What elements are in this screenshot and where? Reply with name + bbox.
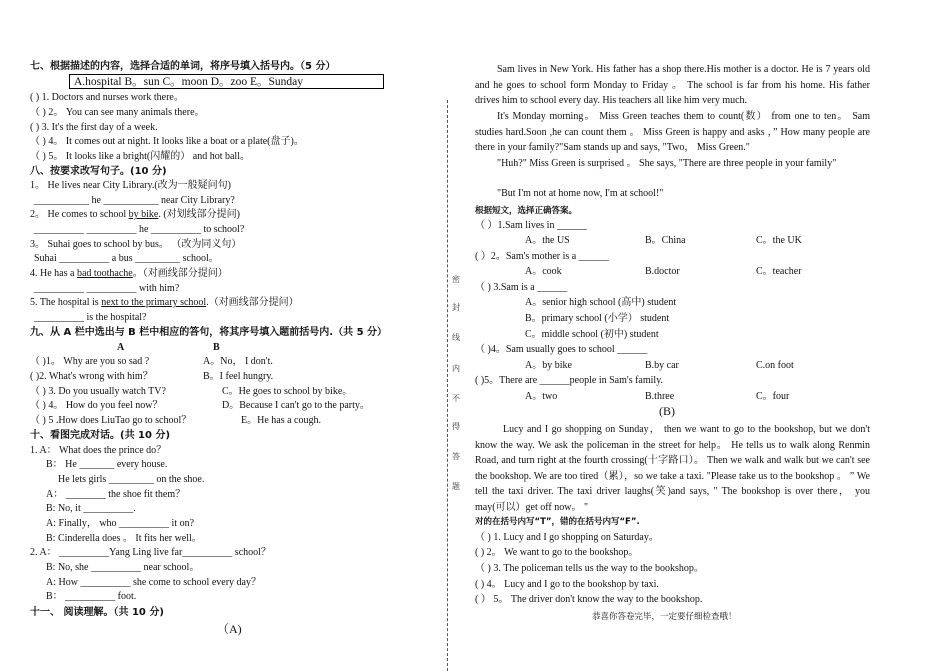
option-a: A。the US (525, 235, 570, 246)
option-a: A。by bike (525, 360, 572, 371)
sec8-q3: 3。 Suhai goes to school by bus。 （改为同义句） (30, 239, 242, 250)
binding-line (447, 100, 448, 671)
option-b: B。China (645, 235, 686, 246)
question-1: （ ）1.Sam lives in ______ (475, 220, 587, 231)
footer-note: 恭喜你答卷完毕，一定要仔细检查哦！ (592, 611, 737, 621)
sec7-item-5: （ ) 5。 It looks like a bright(闪耀的） and hot ball。 (30, 151, 250, 162)
sec8-q4: 4. He has a bad toothache。（对画线部分提问） (30, 268, 228, 279)
question-4: （ )4。Sam usually goes to school ______ (475, 344, 648, 355)
passage-a-p1: Sam lives in New York. His father has a shop there.His mother is a doctor. He is 7 years old and he goes to school form Monday to Friday 。 The school is far from his home. His father drives him to school every day. His teachers all like him very much. (475, 64, 870, 107)
underlined-phrase: next to the primary school (101, 297, 207, 308)
section-9-title: 九、从 A 栏中选出与 B 栏中相应的答句，将其序号填入题前括号内.（共 5 分） (30, 327, 388, 338)
tf-item-4: ( ) 4。 Lucy and I go to the bookshop by taxi. (475, 579, 659, 590)
dialog-line: B: Cinderella does 。 It fits her well。 (46, 533, 202, 544)
underlined-phrase: by bike (128, 209, 159, 220)
option-b: B.doctor (645, 266, 680, 277)
sec8-q4-answer: __________ __________ with him? (34, 283, 180, 294)
match-a-3: （ ) 3. Do you usually watch TV? (30, 386, 166, 397)
word-options-box: A.hospital B。sun C。moon D。zoo E。Sunday (69, 74, 384, 89)
passage-a-p2: It's Monday morning。 Miss Green teaches them to count(数） from one to ten。 Sam studies hard.Soon ,he can count them 。 Miss Green is happy and asks ，” How many people are there in your family?"Sam stands up and says, "Two， Miss Green." (475, 111, 870, 154)
sec7-item-4: （ ) 4。 It comes out at night. It looks like a boat or a plate(盘子)。 (30, 136, 304, 147)
sec8-q2-answer: __________ __________ he __________ to school? (34, 224, 245, 235)
option-b: B.three (645, 391, 675, 402)
dialog-line: He lets girls _________ on the shoe. (58, 474, 205, 485)
sec8-q5-answer: __________ is the hospital? (34, 312, 147, 323)
tf-item-1: （ ) 1. Lucy and I go shopping on Saturday。 (475, 532, 659, 543)
section-10-title: 十、看图完成对话。(共 10 分) (30, 430, 171, 441)
binding-char: 得 (452, 422, 460, 431)
dialog-line: 1. A： What does the prince do？ (30, 445, 167, 456)
match-b-5: E。He has a cough. (241, 415, 321, 426)
sec8-q5: 5. The hospital is next to the primary school.（对画线部分提问） (30, 297, 299, 308)
column-b-label: B (213, 342, 220, 353)
passage-b-text: Lucy and I go shopping on Sunday， then we want to go to the bookshop, but we don't know the way. We ask the policeman in the street for help。 He tells us to walk along Renmin Road, and turn right at the fourth crossing(十字路口）。 Then we walk and walk but we can't see the bookshop. We are too tired（累），so we take a taxi. "Please take us to the bookshop 。 ” We tell the taxi driver. The taxi driver laughs(笑)and says, " The bookshop is over there， you may(可以）get off now。 " (475, 424, 870, 513)
match-a-5: （ ) 5 .How does LiuTao go to school？ (30, 415, 192, 426)
section-8-title: 八、按要求改写句子。(10 分) (30, 166, 167, 177)
passage-b-instruction: 对的在括号内写“T”，错的在括号内写“F”. (475, 517, 640, 527)
tf-item-2: ( ) 2。 We want to go to the bookshop。 (475, 547, 639, 558)
option-a: A。cook (525, 266, 562, 277)
match-a-2: ( )2. What's wrong with him？ (30, 371, 153, 382)
option-c: C.on foot (756, 360, 794, 371)
sec7-item-3: ( ) 3. It's the first day of a week. (30, 122, 158, 133)
question-5: ( )5。There are ______people in Sam's family. (475, 375, 664, 386)
sec8-q3-answer: Suhai __________ a bus _________ school。 (34, 253, 219, 264)
option-a: A。two (525, 391, 558, 402)
match-a-4: （ ) 4。 How do you feel now？ (30, 400, 163, 411)
sec7-item-1: ( ) 1. Doctors and nurses work there。 (30, 92, 184, 103)
underlined-phrase: bad toothache (76, 268, 133, 279)
passage-a-p3: "Huh?" Miss Green is surprised 。 She says, "There are three people in your family" (497, 158, 837, 169)
question-2: ( ）2。Sam's mother is a ______ (475, 251, 609, 262)
sec7-item-2: （ ) 2。 You can see many animals there。 (30, 107, 205, 118)
option-c: C。four (756, 391, 790, 402)
sec8-q1: 1。 He lives near City Library.(改为一般疑问句) (30, 180, 231, 191)
match-b-1: A。No， I don't. (203, 356, 273, 367)
tf-item-3: （ ) 3. The policeman tells us the way to the bookshop。 (475, 563, 704, 574)
binding-char: 密 (452, 275, 460, 284)
dialog-line: B: No, it __________. (46, 503, 136, 514)
option-b: B.by car (645, 360, 679, 371)
option-b: B。primary school (小学） student (525, 313, 670, 324)
match-a-1: （ )1。 Why are you so sad ? (30, 356, 150, 367)
dialog-line: B： He _______ every house. (46, 459, 168, 470)
sec8-q2: 2。 He comes to school by bike. (对划线部分提问) (30, 209, 240, 220)
passage-a-p4: "But I'm not at home now, I'm at school!" (497, 188, 664, 199)
section-11-title: 十一、 阅读理解。（共 10 分) (30, 607, 164, 618)
option-c: C。middle school (初中) student (525, 329, 659, 340)
match-b-2: B。I feel hungry. (203, 371, 274, 382)
binding-char: 不 (452, 394, 460, 403)
option-c: C。teacher (756, 266, 802, 277)
binding-char: 封 (452, 303, 460, 312)
option-c: C。the UK (756, 235, 802, 246)
dialog-line: A: How __________ she come to school every day？ (46, 577, 261, 588)
passage-a-heading: （A) (217, 622, 242, 636)
passage-a-instruction: 根据短文，选择正确答案。 (475, 206, 578, 216)
dialog-line: 2. A： __________Yang Ling live far__________ school？ (30, 547, 271, 558)
dialog-line: B: No, she __________ near school。 (46, 562, 200, 573)
match-b-3: C。He goes to school by bike。 (222, 386, 353, 397)
binding-char: 答 (452, 452, 460, 461)
binding-char: 题 (452, 482, 460, 491)
question-3: （ ) 3.Sam is a ______ (475, 282, 568, 293)
column-a-label: A (117, 342, 125, 353)
dialog-line: B： __________ foot. (46, 591, 137, 602)
dialog-line: A： ________ the shoe fit them？ (46, 489, 186, 500)
section-7-title: 七、根据描述的内容，选择合适的单词，将序号填入括号内。（5 分） (30, 61, 336, 72)
sec8-q1-answer: ___________ he ___________ near City Library? (34, 195, 235, 206)
passage-b-heading: (B) (659, 404, 675, 418)
tf-item-5: ( ） 5。 The driver don't know the way to the bookshop. (475, 594, 703, 605)
match-b-4: D。Because I can't go to the party。 (222, 400, 370, 411)
dialog-line: A: Finally， who __________ it on? (46, 518, 195, 529)
binding-char: 线 (452, 333, 460, 342)
binding-char: 内 (452, 364, 460, 373)
option-a: A。senior high school (高中) student (525, 297, 677, 308)
